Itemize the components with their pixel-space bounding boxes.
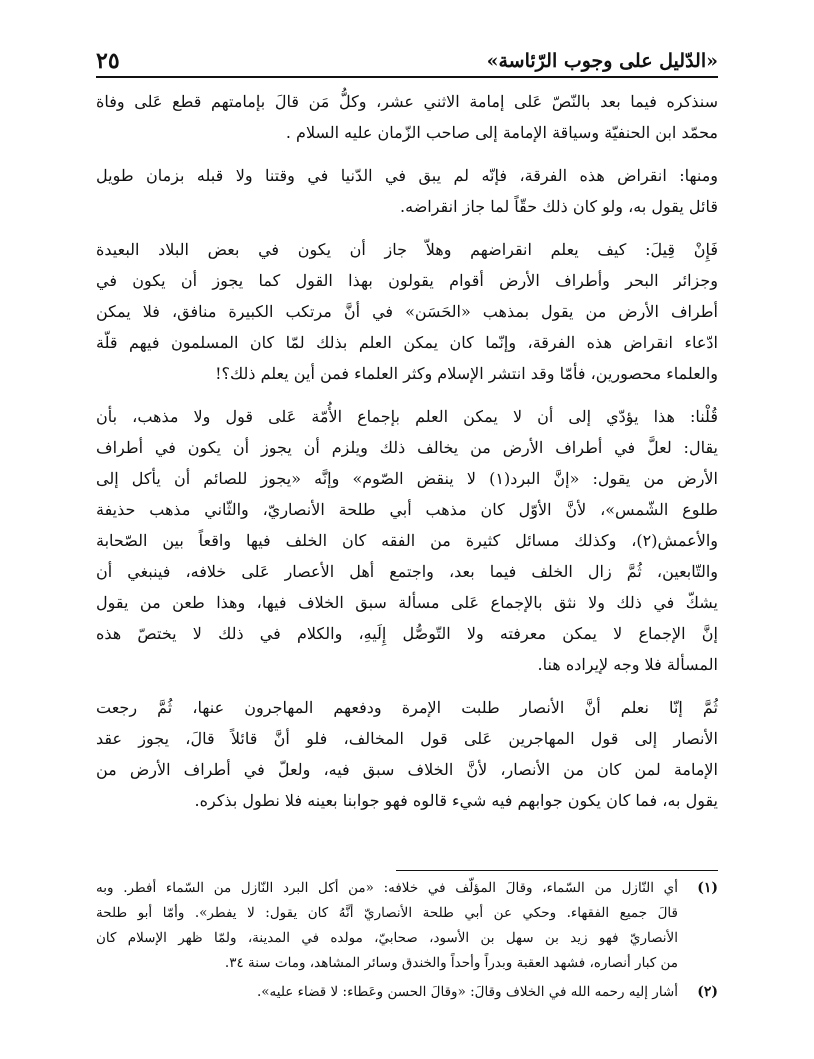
footnote-line: أي النّازل من السّماء، وقالَ المؤلّف في خلافه: «من أكل البرد النّازل من السّماء أفطر. وبه	[96, 880, 678, 896]
text-line: أطراف الأرض من يقول بمذهب «الحَسَن» في أنَّ مرتكب الكبيرة منافق، فلا يمكن	[96, 302, 718, 321]
text-line: الأنصار إلى قول المهاجرين عَلى قول المخالف، فلو أنَّ قائلاً قالَ، يجوز عقد	[96, 729, 718, 748]
text-line: ومنها: انقراض هذه الفرقة، فإنّه لم يبق في الدّنيا في وقتنا ولا قبله بزمان طويل	[96, 166, 718, 185]
footnote-text	[96, 876, 678, 976]
text-line: قائل يقول به، ولو كان ذلك حقّاً لما جاز انقراضه.	[400, 197, 718, 216]
footnote-line: أشار إليه رحمه الله في الخلاف وقالَ: «وقالَ الحسن وعَطاء: لا قضاء عليه».	[256, 984, 678, 1000]
paragraph	[96, 401, 718, 680]
text-line: يقول به، فما كان يكون جوابهم فيه شيء قالوه فهو جوابنا بعينه فلا نطول بذكره.	[194, 791, 718, 810]
text-line: طلوع الشّمس»، لأنَّ الأوّل كان مذهب أبي طلحة الأنصاريّ، والثّاني مذهب حذيفة	[96, 500, 718, 519]
main-text	[96, 86, 718, 828]
footnotes	[96, 876, 718, 1009]
text-line: ادّعاء انقراض هذه الفرقة، وإنّما كان يمكن العلم بذلك لمّا كان المسلمون فيهم قلّة	[96, 333, 718, 352]
paragraph	[96, 692, 718, 816]
text-line: يشكّ في ذلك ولا نثق بالإجماع عَلى مسألة سبق الخلاف فيها، وهذا طعن من يقول	[96, 593, 718, 612]
paragraph	[96, 160, 718, 222]
footnote	[96, 980, 718, 1005]
text-line: قُلْنا: هذا يؤدّي إلى أن لا يمكن العلم بإجماع الأُمّة عَلى قول ولا مذهب، بأن	[96, 407, 718, 426]
running-header	[96, 40, 718, 78]
text-line: وجزائر البحر وأطراف الأرض أقوام يقولون بهذا القول كما يجوز أن يكون في	[96, 271, 718, 290]
footnote-line: الأنصاريّ فهو زيد بن سهل بن الأسود، صحابيّ، مولده في المدينة، ولمّا ظهر الإسلام كان	[96, 930, 678, 946]
footnote	[96, 876, 718, 976]
footnote-line: من كبار أنصاره، فشهد العقبة وبدراً وأحداً والخندق وسائر المشاهد، ومات سنة ٣٤.	[224, 955, 678, 971]
running-title: «الدّليل على وجوب الرّئاسة»	[486, 50, 718, 72]
paragraph	[96, 86, 718, 148]
text-line: والعلماء محصورين، فأمّا وقد انتشر الإسلام وكثر العلماء فمن أين يعلم ذلك؟!	[215, 364, 718, 383]
text-line: محمّد ابن الحنفيّة وسياقة الإمامة إلى صاحب الزّمان عليه السلام .	[285, 123, 718, 142]
footnote-line: قالَ جميع الفقهاء. وحكي عن أبي طلحة الأنصاريّ أنَّهُ كان يقول: لا يفطر». وأمّا أبو طلحة	[96, 905, 678, 921]
footnote-separator	[396, 870, 718, 871]
text-line: يقال: لعلَّ في أطراف الأرض من يخالف ذلك ويلزم أن يجوز أن يكون في أطراف	[96, 438, 718, 457]
page-number: ٢٥	[96, 48, 120, 74]
text-line: ثُمَّ إنّا نعلم أنَّ الأنصار طلبت الإمرة ودفعهم المهاجرون عنها، ثُمَّ رجعت	[96, 698, 718, 717]
paragraph	[96, 234, 718, 389]
text-line: سنذكره فيما بعد بالنّصّ عَلى إمامة الاثني عشر، وكلُّ مَن قالَ بإمامتهم قطع عَلى وفاة	[96, 92, 718, 111]
footnote-text	[96, 980, 678, 1005]
text-line: والتّابعين، ثُمَّ زال الخلف فيما بعد، واجتمع أهل الأعصار عَلى خلافه، فينبغي أن	[96, 562, 718, 581]
footnote-number: (١)	[697, 880, 718, 896]
text-line: الإمامة لمن كان من الأنصار، لأنَّ الخلاف سبق فيه، ولعلّ في أطراف الأرض من	[96, 760, 718, 779]
footnote-number: (٢)	[697, 984, 718, 1000]
text-line: والأعمش(٢)، وكذلك مسائل كثيرة من الفقه كان الخلف فيها واقعاً بين الصّحابة	[96, 531, 718, 550]
text-line: المسألة فلا وجه لإيراده هنا.	[537, 655, 718, 674]
text-line: الأرض من يقول: «إنَّ البرد(١) لا ينقض الصّوم» وإنَّه «يجوز للصائم أن يأكل إلى	[96, 469, 718, 488]
text-line: فَإِنْ قِيلَ: كيف يعلم انقراضهم وهلاّ جاز أن يكون في بعض البلاد البعيدة	[96, 240, 718, 259]
text-line: إنَّ الإجماع لا يمكن معرفته ولا التّوصُّل إِلَيهِ، والكلام في ذلك لا يختصّ هذه	[96, 624, 718, 643]
